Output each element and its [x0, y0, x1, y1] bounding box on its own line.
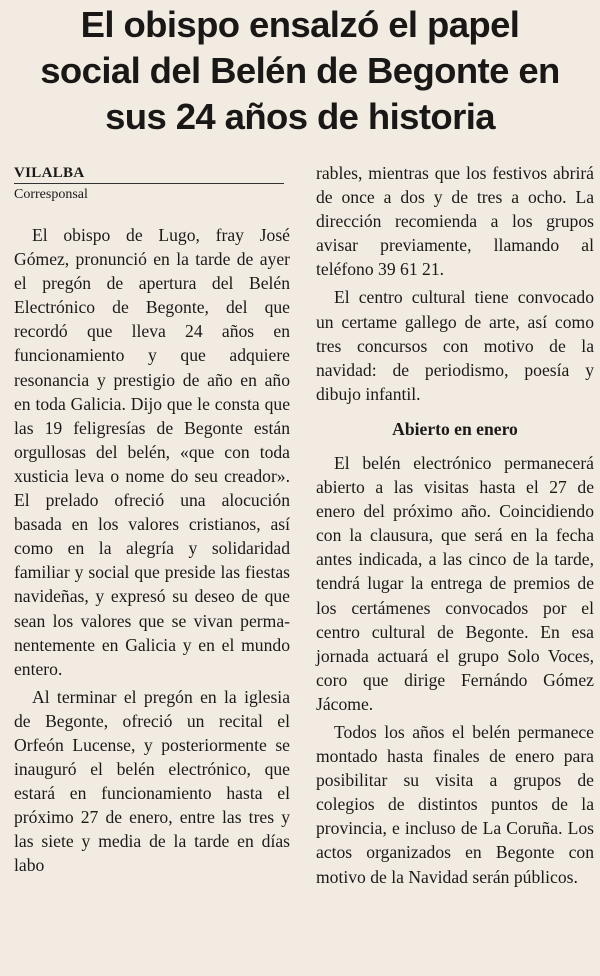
paragraph-2-start: Al terminar el pregón en la iglesia de Begonte, ofreció un recital el Orfeón Lucense, y posteriormente se inauguró el belén electrónico, que estará en funcionamiento hasta el próximo 27 de enero, entre las tres y las siete y media de la tarde en días labo — [14, 686, 290, 876]
paragraph-1: El obispo de Lugo, fray José Gómez, pronunció en la tarde de ayer el pregón de apertura del Belén Electrónico de Begonte, del que recordó que lleva 24 años en funcionamiento y que adquiere resonancia y prestigio de año en año en toda Galicia. Dijo que le consta que las 19 feligresías de Begonte están orgullosas del belén, «que con toda xusticia leva o nome do seu creador». El prelado ofreció una alocución basada en los valores cristianos, así como en la alegría y solidaridad familiar y social que preside las fiestas navideñas, y expresó su deseo de que sean los valores que se vivan permanentemente en Galicia y en el mundo entero. — [14, 225, 290, 679]
paragraph-3: El centro cultural tiene convocado un certame gallego de arte, así como tres concursos con motivo de la navidad: de periodismo, poesía y dibujo infantil. — [316, 287, 594, 404]
dateline-rule — [14, 183, 284, 184]
byline: Corresponsal — [14, 187, 88, 202]
headline-line-1: El obispo ensalzó el papel — [80, 4, 520, 45]
dateline: VILALBA — [14, 165, 85, 181]
column-left — [14, 163, 290, 878]
headline — [0, 2, 600, 140]
headline-line-3: sus 24 años de historia — [105, 96, 495, 137]
column-right — [316, 161, 594, 889]
subhead: Abierto en enero — [392, 418, 518, 439]
paragraph-2-continued: rables, mientras que los festivos abrirá de once a dos y de tres a ocho. La dirección recomienda a los grupos avisar previamente, llamando al teléfono 39 61 21. — [316, 163, 594, 280]
paragraph-4: El belén electrónico permanecerá abierto a las visitas hasta el 27 de enero del próximo año. Coincidiendo con la clausura, que será en la fecha antes indicada, a las cinco de la tarde, tendrá lugar la entrega de premios de los certámenes convocados por el centro cultural de Begonte. En esa jornada actuará el grupo Solo Voces, coro que dirige Fernándo Gómez Jácome. — [316, 452, 594, 714]
headline-line-2: social del Belén de Begonte en — [40, 50, 560, 91]
paragraph-5: Todos los años el belén permanece montado hasta finales de enero para posibilitar su visita a grupos de colegios de distintos puntos de la provincia, e incluso de La Coruña. Los actos organizados en Begonte con motivo de la Navidad serán públicos. — [316, 721, 594, 887]
